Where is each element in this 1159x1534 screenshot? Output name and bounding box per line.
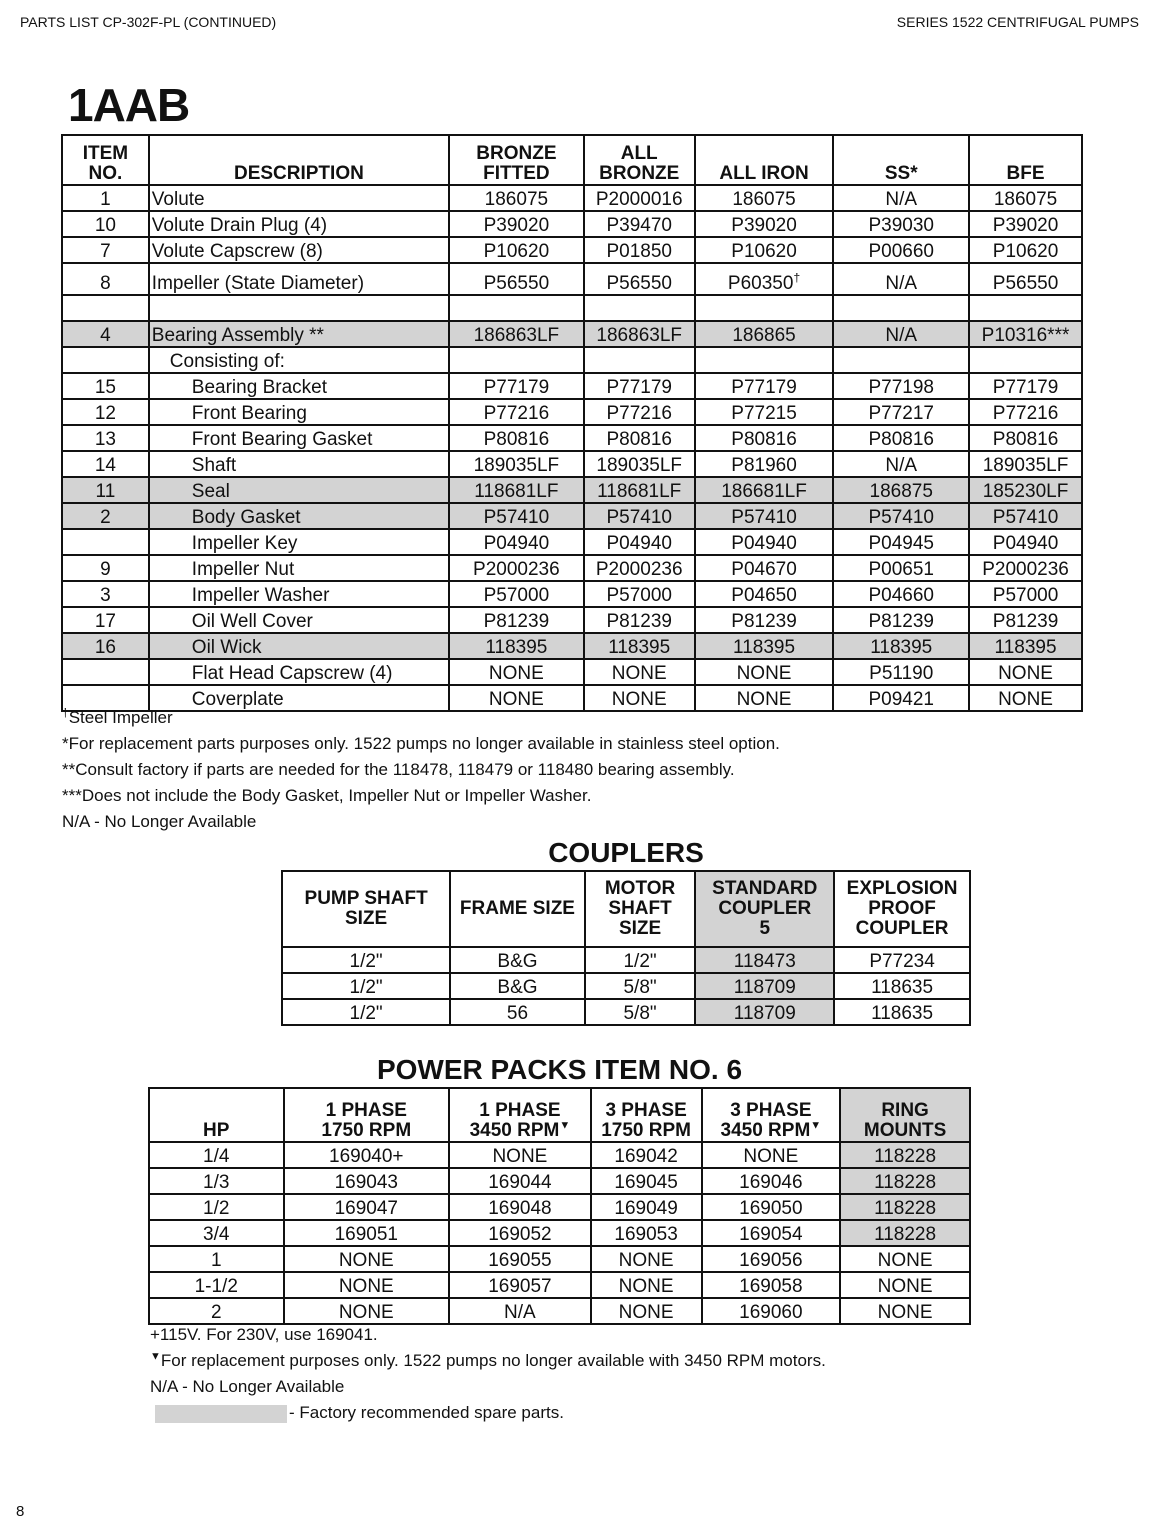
cell-bf: NONE (449, 685, 584, 711)
parts-table (61, 134, 1083, 712)
header-3phase-3450: 3 PHASE 3450 RPM▼ (702, 1088, 841, 1142)
cell-ab: P57000 (584, 581, 695, 607)
cell-ss: P80816 (833, 425, 969, 451)
table-row (62, 659, 1082, 685)
table-row (62, 237, 1082, 263)
cell-bfe: P39020 (969, 211, 1082, 237)
cell-bf: P77216 (449, 399, 584, 425)
cell-ai: P80816 (695, 425, 834, 451)
cell-ss: N/A (833, 185, 969, 211)
cell-hp: 1/4 (149, 1142, 284, 1168)
cell-ss: N/A (833, 263, 969, 295)
table-row (62, 321, 1082, 347)
cell-ab (584, 347, 695, 373)
cell-item: 1 (62, 185, 149, 211)
cell-ab: P80816 (584, 425, 695, 451)
cell-ai: P04650 (695, 581, 834, 607)
cell-bfe: P04940 (969, 529, 1082, 555)
cell-bf: P39020 (449, 211, 584, 237)
cell-ss: 186875 (833, 477, 969, 503)
cell-ai: NONE (695, 685, 834, 711)
cell-bf: P57000 (449, 581, 584, 607)
cell-ss: P51190 (833, 659, 969, 685)
cell-item (62, 659, 149, 685)
cell-ab: NONE (584, 659, 695, 685)
cell-motor: 5/8" (585, 999, 696, 1025)
cell-bfe: P77179 (969, 373, 1082, 399)
cell-ai: P81239 (695, 607, 834, 633)
table-row (149, 1142, 970, 1168)
cell-ss: P77217 (833, 399, 969, 425)
cell-bf: P04940 (449, 529, 584, 555)
cell-bfe: P57410 (969, 503, 1082, 529)
cell-item (62, 529, 149, 555)
cell-bf: P57410 (449, 503, 584, 529)
cell-a: 169047 (284, 1194, 450, 1220)
cell-ab: P39470 (584, 211, 695, 237)
cell-ss: P04660 (833, 581, 969, 607)
table-row (62, 581, 1082, 607)
cell-c: NONE (591, 1246, 702, 1272)
cell-hp: 1 (149, 1246, 284, 1272)
cell-b: NONE (449, 1142, 591, 1168)
table-row (62, 347, 1082, 373)
table-row (149, 1298, 970, 1324)
cell-d: 169058 (702, 1272, 841, 1298)
cell-c: 169045 (591, 1168, 702, 1194)
header-frame-size: FRAME SIZE (450, 871, 585, 947)
cell-ss: P04945 (833, 529, 969, 555)
header-bronze-fitted: BRONZE FITTED (449, 135, 584, 185)
header-pump-shaft-size: PUMP SHAFT SIZE (282, 871, 450, 947)
cell-ss: P81239 (833, 607, 969, 633)
cell-exp: 118635 (834, 973, 970, 999)
page-number: 8 (16, 1503, 25, 1520)
cell-motor: 1/2" (585, 947, 696, 973)
cell-ab: P2000016 (584, 185, 695, 211)
header-ss: SS* (833, 135, 969, 185)
cell-bf: 118395 (449, 633, 584, 659)
cell-ss: N/A (833, 321, 969, 347)
cell-ab: P56550 (584, 263, 695, 295)
cell-c: 169049 (591, 1194, 702, 1220)
cell-a: 169043 (284, 1168, 450, 1194)
header-1phase-3450: 1 PHASE 3450 RPM▼ (449, 1088, 591, 1142)
note-bfe: ***Does not include the Body Gasket, Impeller Nut or Impeller Washer. (62, 786, 592, 805)
cell-bfe: P10316*** (969, 321, 1082, 347)
cell-bfe: 186075 (969, 185, 1082, 211)
legend-spare-parts: - Factory recommended spare parts. (150, 1400, 826, 1426)
cell-ai: 186865 (695, 321, 834, 347)
cell-desc: Front Bearing Gasket (149, 425, 449, 451)
cell-ring: 118228 (840, 1194, 970, 1220)
cell-bf (449, 347, 584, 373)
cell-bfe: P2000236 (969, 555, 1082, 581)
cell-item: 9 (62, 555, 149, 581)
cell-ab: P77216 (584, 399, 695, 425)
note-bearing: **Consult factory if parts are needed for the 118478, 118479 or 118480 bearing assembly. (62, 760, 735, 779)
cell-ab: P81239 (584, 607, 695, 633)
cell-desc: Body Gasket (149, 503, 449, 529)
header-left: PARTS LIST CP-302F-PL (CONTINUED) (20, 14, 277, 30)
cell-c: NONE (591, 1298, 702, 1324)
cell-ss: 118395 (833, 633, 969, 659)
cell-ai: P57410 (695, 503, 834, 529)
cell-hp: 3/4 (149, 1220, 284, 1246)
header-description: DESCRIPTION (149, 135, 449, 185)
cell-ai: 186681LF (695, 477, 834, 503)
cell-ss: N/A (833, 451, 969, 477)
cell-item: 12 (62, 399, 149, 425)
cell-item: 17 (62, 607, 149, 633)
note-115v: +115V. For 230V, use 169041. (150, 1325, 378, 1344)
cell-a: NONE (284, 1298, 450, 1324)
table-row (62, 529, 1082, 555)
cell-bf: P56550 (449, 263, 584, 295)
cell-ai: NONE (695, 659, 834, 685)
cell-ab: P77179 (584, 373, 695, 399)
cell-ai: P77215 (695, 399, 834, 425)
cell-item: 11 (62, 477, 149, 503)
cell-ai: P10620 (695, 237, 834, 263)
cell-pump: 1/2" (282, 947, 450, 973)
cell-ai: P60350† (695, 263, 834, 295)
header-bfe: BFE (969, 135, 1082, 185)
cell-desc: Coverplate (149, 685, 449, 711)
cell-desc: Flat Head Capscrew (4) (149, 659, 449, 685)
cell-ring: NONE (840, 1246, 970, 1272)
table-row (149, 1194, 970, 1220)
cell-d: 169060 (702, 1298, 841, 1324)
cell-bf: P2000236 (449, 555, 584, 581)
cell-motor: 5/8" (585, 973, 696, 999)
cell-desc: Bearing Bracket (149, 373, 449, 399)
cell-desc: Oil Well Cover (149, 607, 449, 633)
cell-item: 13 (62, 425, 149, 451)
cell-b: 169055 (449, 1246, 591, 1272)
cell-desc (149, 295, 449, 321)
cell-pump: 1/2" (282, 999, 450, 1025)
header-ring-mounts: RING MOUNTS (840, 1088, 970, 1142)
cell-item: 10 (62, 211, 149, 237)
cell-ab: 189035LF (584, 451, 695, 477)
cell-bf (449, 295, 584, 321)
couplers-title: COUPLERS (548, 837, 704, 868)
cell-std: 118709 (695, 999, 834, 1025)
note-ss: *For replacement parts purposes only. 1522 pumps no longer available in stainless steel option. (62, 734, 780, 753)
table-row (149, 1272, 970, 1298)
cell-bfe: P81239 (969, 607, 1082, 633)
cell-std: 118473 (695, 947, 834, 973)
cell-bfe: 189035LF (969, 451, 1082, 477)
table-row (62, 555, 1082, 581)
cell-frame: B&G (450, 973, 585, 999)
cell-desc: Consisting of: (149, 347, 449, 373)
cell-c: NONE (591, 1272, 702, 1298)
header-motor-shaft-size: MOTOR SHAFT SIZE (585, 871, 696, 947)
cell-ss: P39030 (833, 211, 969, 237)
power-packs-table (148, 1087, 971, 1325)
cell-ring: NONE (840, 1272, 970, 1298)
cell-hp: 2 (149, 1298, 284, 1324)
cell-bf: 186075 (449, 185, 584, 211)
cell-ss (833, 347, 969, 373)
cell-ring: NONE (840, 1298, 970, 1324)
cell-bfe: NONE (969, 659, 1082, 685)
note-na: N/A - No Longer Available (150, 1377, 345, 1396)
table-row (62, 373, 1082, 399)
table-row (62, 295, 1082, 321)
table-row (62, 211, 1082, 237)
cell-desc: Oil Wick (149, 633, 449, 659)
cell-b: 169057 (449, 1272, 591, 1298)
note-dagger: †Steel Impeller (62, 705, 173, 727)
cell-bfe: 118395 (969, 633, 1082, 659)
cell-a: 169040+ (284, 1142, 450, 1168)
table-row (62, 451, 1082, 477)
table-row (149, 1220, 970, 1246)
triangle-marker-icon: ▼ (810, 1119, 822, 1132)
cell-exp: 118635 (834, 999, 970, 1025)
cell-bfe (969, 347, 1082, 373)
cell-ss: P77198 (833, 373, 969, 399)
cell-b: 169044 (449, 1168, 591, 1194)
table-row (62, 477, 1082, 503)
cell-bfe: P56550 (969, 263, 1082, 295)
table-row (282, 947, 970, 973)
header-hp: HP (149, 1088, 284, 1142)
cell-bfe: P57000 (969, 581, 1082, 607)
cell-ai: P39020 (695, 211, 834, 237)
table-row (62, 425, 1082, 451)
header-3phase-1750: 3 PHASE 1750 RPM (591, 1088, 702, 1142)
note-na: N/A - No Longer Available (62, 812, 257, 831)
table-row (282, 999, 970, 1025)
header-all-iron: ALL IRON (695, 135, 834, 185)
table-row (149, 1246, 970, 1272)
cell-bf: P81239 (449, 607, 584, 633)
cell-bf: NONE (449, 659, 584, 685)
table-row (62, 607, 1082, 633)
cell-bfe: P80816 (969, 425, 1082, 451)
table-row (62, 263, 1082, 295)
header-standard-coupler: STANDARD COUPLER 5 (695, 871, 834, 947)
cell-ring: 118228 (840, 1220, 970, 1246)
cell-ai: 186075 (695, 185, 834, 211)
cell-item: 16 (62, 633, 149, 659)
cell-item: 3 (62, 581, 149, 607)
cell-bfe (969, 295, 1082, 321)
legend-swatch (155, 1405, 287, 1423)
cell-ss: P57410 (833, 503, 969, 529)
cell-ab: 118395 (584, 633, 695, 659)
cell-desc: Front Bearing (149, 399, 449, 425)
cell-ab: 118681LF (584, 477, 695, 503)
cell-desc: Seal (149, 477, 449, 503)
cell-desc: Volute (149, 185, 449, 211)
cell-d: 169046 (702, 1168, 841, 1194)
table-row (62, 185, 1082, 211)
cell-ab: P57410 (584, 503, 695, 529)
cell-ab: P2000236 (584, 555, 695, 581)
cell-a: NONE (284, 1272, 450, 1298)
cell-ai: 118395 (695, 633, 834, 659)
cell-desc: Impeller (State Diameter) (149, 263, 449, 295)
cell-a: 169051 (284, 1220, 450, 1246)
cell-item: 14 (62, 451, 149, 477)
cell-d: 169054 (702, 1220, 841, 1246)
cell-d: 169056 (702, 1246, 841, 1272)
cell-desc: Bearing Assembly ** (149, 321, 449, 347)
cell-ai: P04940 (695, 529, 834, 555)
cell-ab: 186863LF (584, 321, 695, 347)
cell-ai (695, 295, 834, 321)
cell-ai: P77179 (695, 373, 834, 399)
cell-item: 8 (62, 263, 149, 295)
cell-bfe: 185230LF (969, 477, 1082, 503)
cell-ss (833, 295, 969, 321)
header-all-bronze: ALL BRONZE (584, 135, 695, 185)
cell-item: 2 (62, 503, 149, 529)
cell-item (62, 347, 149, 373)
table-row (62, 503, 1082, 529)
cell-c: 169053 (591, 1220, 702, 1246)
cell-desc: Volute Capscrew (8) (149, 237, 449, 263)
cell-pump: 1/2" (282, 973, 450, 999)
cell-bf: P80816 (449, 425, 584, 451)
header-1phase-1750: 1 PHASE 1750 RPM (284, 1088, 450, 1142)
triangle-marker-icon: ▼ (559, 1119, 571, 1132)
cell-exp: P77234 (834, 947, 970, 973)
cell-bfe: P10620 (969, 237, 1082, 263)
cell-a: NONE (284, 1246, 450, 1272)
power-packs-title: POWER PACKS ITEM NO. 6 (376, 1054, 743, 1085)
cell-b: N/A (449, 1298, 591, 1324)
cell-item: 7 (62, 237, 149, 263)
cell-ab: P01850 (584, 237, 695, 263)
header-explosion-proof-coupler: EXPLOSION PROOF COUPLER (834, 871, 970, 947)
cell-d: 169050 (702, 1194, 841, 1220)
cell-item (62, 295, 149, 321)
cell-hp: 1/3 (149, 1168, 284, 1194)
header-item-no: ITEM NO. (62, 135, 149, 185)
cell-bf: 186863LF (449, 321, 584, 347)
cell-hp: 1/2 (149, 1194, 284, 1220)
cell-bf: P10620 (449, 237, 584, 263)
cell-bf: P77179 (449, 373, 584, 399)
cell-d: NONE (702, 1142, 841, 1168)
table-row (62, 633, 1082, 659)
cell-bf: 189035LF (449, 451, 584, 477)
cell-ring: 118228 (840, 1168, 970, 1194)
cell-ss: P09421 (833, 685, 969, 711)
cell-ai: P81960 (695, 451, 834, 477)
cell-b: 169048 (449, 1194, 591, 1220)
parts-notes (62, 705, 780, 835)
cell-ab (584, 295, 695, 321)
couplers-table (281, 870, 971, 1026)
cell-hp: 1-1/2 (149, 1272, 284, 1298)
cell-desc: Impeller Nut (149, 555, 449, 581)
table-row (62, 399, 1082, 425)
cell-item: 15 (62, 373, 149, 399)
note-3450: ▼For replacement purposes only. 1522 pumps no longer available with 3450 RPM motors. (150, 1350, 826, 1370)
cell-c: 169042 (591, 1142, 702, 1168)
cell-ring: 118228 (840, 1142, 970, 1168)
cell-ss: P00660 (833, 237, 969, 263)
cell-ab: NONE (584, 685, 695, 711)
header-right: SERIES 1522 CENTRIFUGAL PUMPS (896, 14, 1139, 30)
cell-desc: Impeller Key (149, 529, 449, 555)
page-title: 1AAB (68, 79, 190, 131)
cell-desc: Shaft (149, 451, 449, 477)
table-row (149, 1168, 970, 1194)
power-pack-notes (150, 1322, 826, 1426)
cell-std: 118709 (695, 973, 834, 999)
cell-b: 169052 (449, 1220, 591, 1246)
cell-frame: 56 (450, 999, 585, 1025)
cell-bf: 118681LF (449, 477, 584, 503)
table-row (282, 973, 970, 999)
cell-ai: P04670 (695, 555, 834, 581)
cell-item: 4 (62, 321, 149, 347)
cell-desc: Volute Drain Plug (4) (149, 211, 449, 237)
cell-ss: P00651 (833, 555, 969, 581)
cell-ab: P04940 (584, 529, 695, 555)
cell-bfe: NONE (969, 685, 1082, 711)
cell-desc: Impeller Washer (149, 581, 449, 607)
cell-bfe: P77216 (969, 399, 1082, 425)
cell-frame: B&G (450, 947, 585, 973)
cell-ai (695, 347, 834, 373)
